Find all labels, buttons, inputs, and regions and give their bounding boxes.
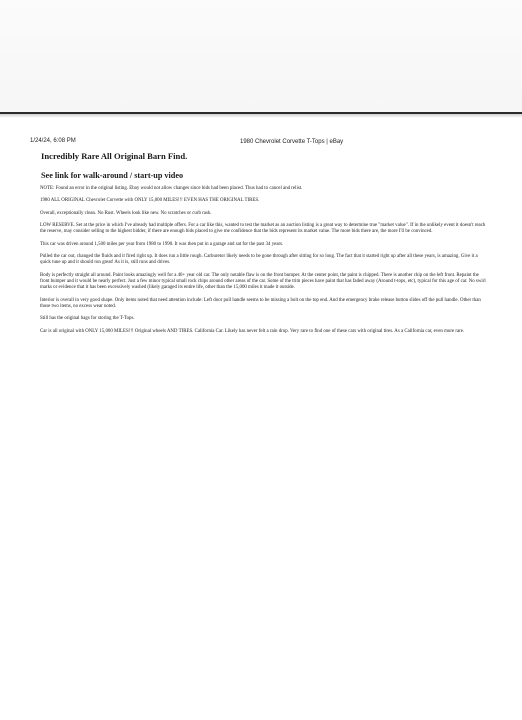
scan-background	[0, 0, 522, 112]
paragraph-reserve: LOW RESERVE. Set at the price in which I've already had multiple offers. For a car like this, wanted to test the market as an auction listing is a great way to determine true "market value". If in the unlikely event it doesn't reach the reserve, may consider selling to the highest bidder, if there are enough bids placed to give me confidence that the bids represent its market value. The more bids there are, the more I'll be convinced.	[40, 223, 486, 235]
paragraph-note: NOTE: Found an error in the original listing. Ebay would not allow changes since bids had been placed. Thus had to cancel and relist.	[40, 186, 303, 191]
listing-subheadline: See link for walk-around / start-up video	[41, 171, 184, 180]
paragraph-mechanical: Pulled the car out, changed the fluids and it fired right up. It does run a little rough. Carburetor likely needs to be gone through after sitting for so long. The fact that it started right up after all these years, is amazing. Give it a quick tune up and it should run great! As it is, still runs and drives.	[40, 254, 478, 266]
paragraph-body: Body is perfectly straight all around. Paint looks amazingly well for a 40+ year old car. The only notable flaw is on the front bumper. At the center point, the paint is chipped. There is another chip on the left front. Repaint the front bumper and it would be nearly perfect. Just a few minor typical small rock chips around other areas of the car. Some of the trim pieces have paint that has faded away (Around t-tops, etc), typical for this age of car. No swirl marks or evidence that it has been excessively washed (likely garaged its entire life, other than the 15,000 miles it made it outside.	[40, 272, 486, 291]
listing-headline: Incredibly Rare All Original Barn Find.	[41, 151, 188, 161]
paragraph-summary: 1980 ALL ORIGINAL Chevrolet Corvette with ONLY 15,000 MILES!!! EVEN HAS THE ORIGINAL TIRES.	[40, 198, 260, 204]
paragraph-interior: Interior is overall in very good shape. Only items noted that need attention include: Left door pull handle seems to be missing a bolt on the top end. And the emergency brake release button slides off the pull handle. Other than those two items, no excess wear noted.	[40, 297, 481, 309]
listing-description	[40, 150, 488, 341]
paragraph-closing: Car is all original with ONLY 15,000 MILES!!! Original wheels AND TIRES. California Car. Likely has never felt a rain drop. Very rare to find one of these cars with original tires. As a California car, even more rare.	[40, 328, 465, 334]
paragraph-condition: Overall, exceptionally clean. No Rust. Wheels look like new. No scratches or curb rash.	[40, 210, 212, 216]
paragraph-history: This car was driven around 1,500 miles per year from 1980 to 1990. It was then put in a garage and sat for the past 34 years.	[40, 241, 284, 247]
print-date: 1/24/24, 6:08 PM	[30, 138, 76, 144]
print-page-title: 1980 Chevrolet Corvette T-Tops | eBay	[240, 139, 344, 145]
page-fold-shadow	[0, 114, 522, 118]
paragraph-ttops: Still has the original bags for storing the T-Tops.	[40, 316, 135, 322]
